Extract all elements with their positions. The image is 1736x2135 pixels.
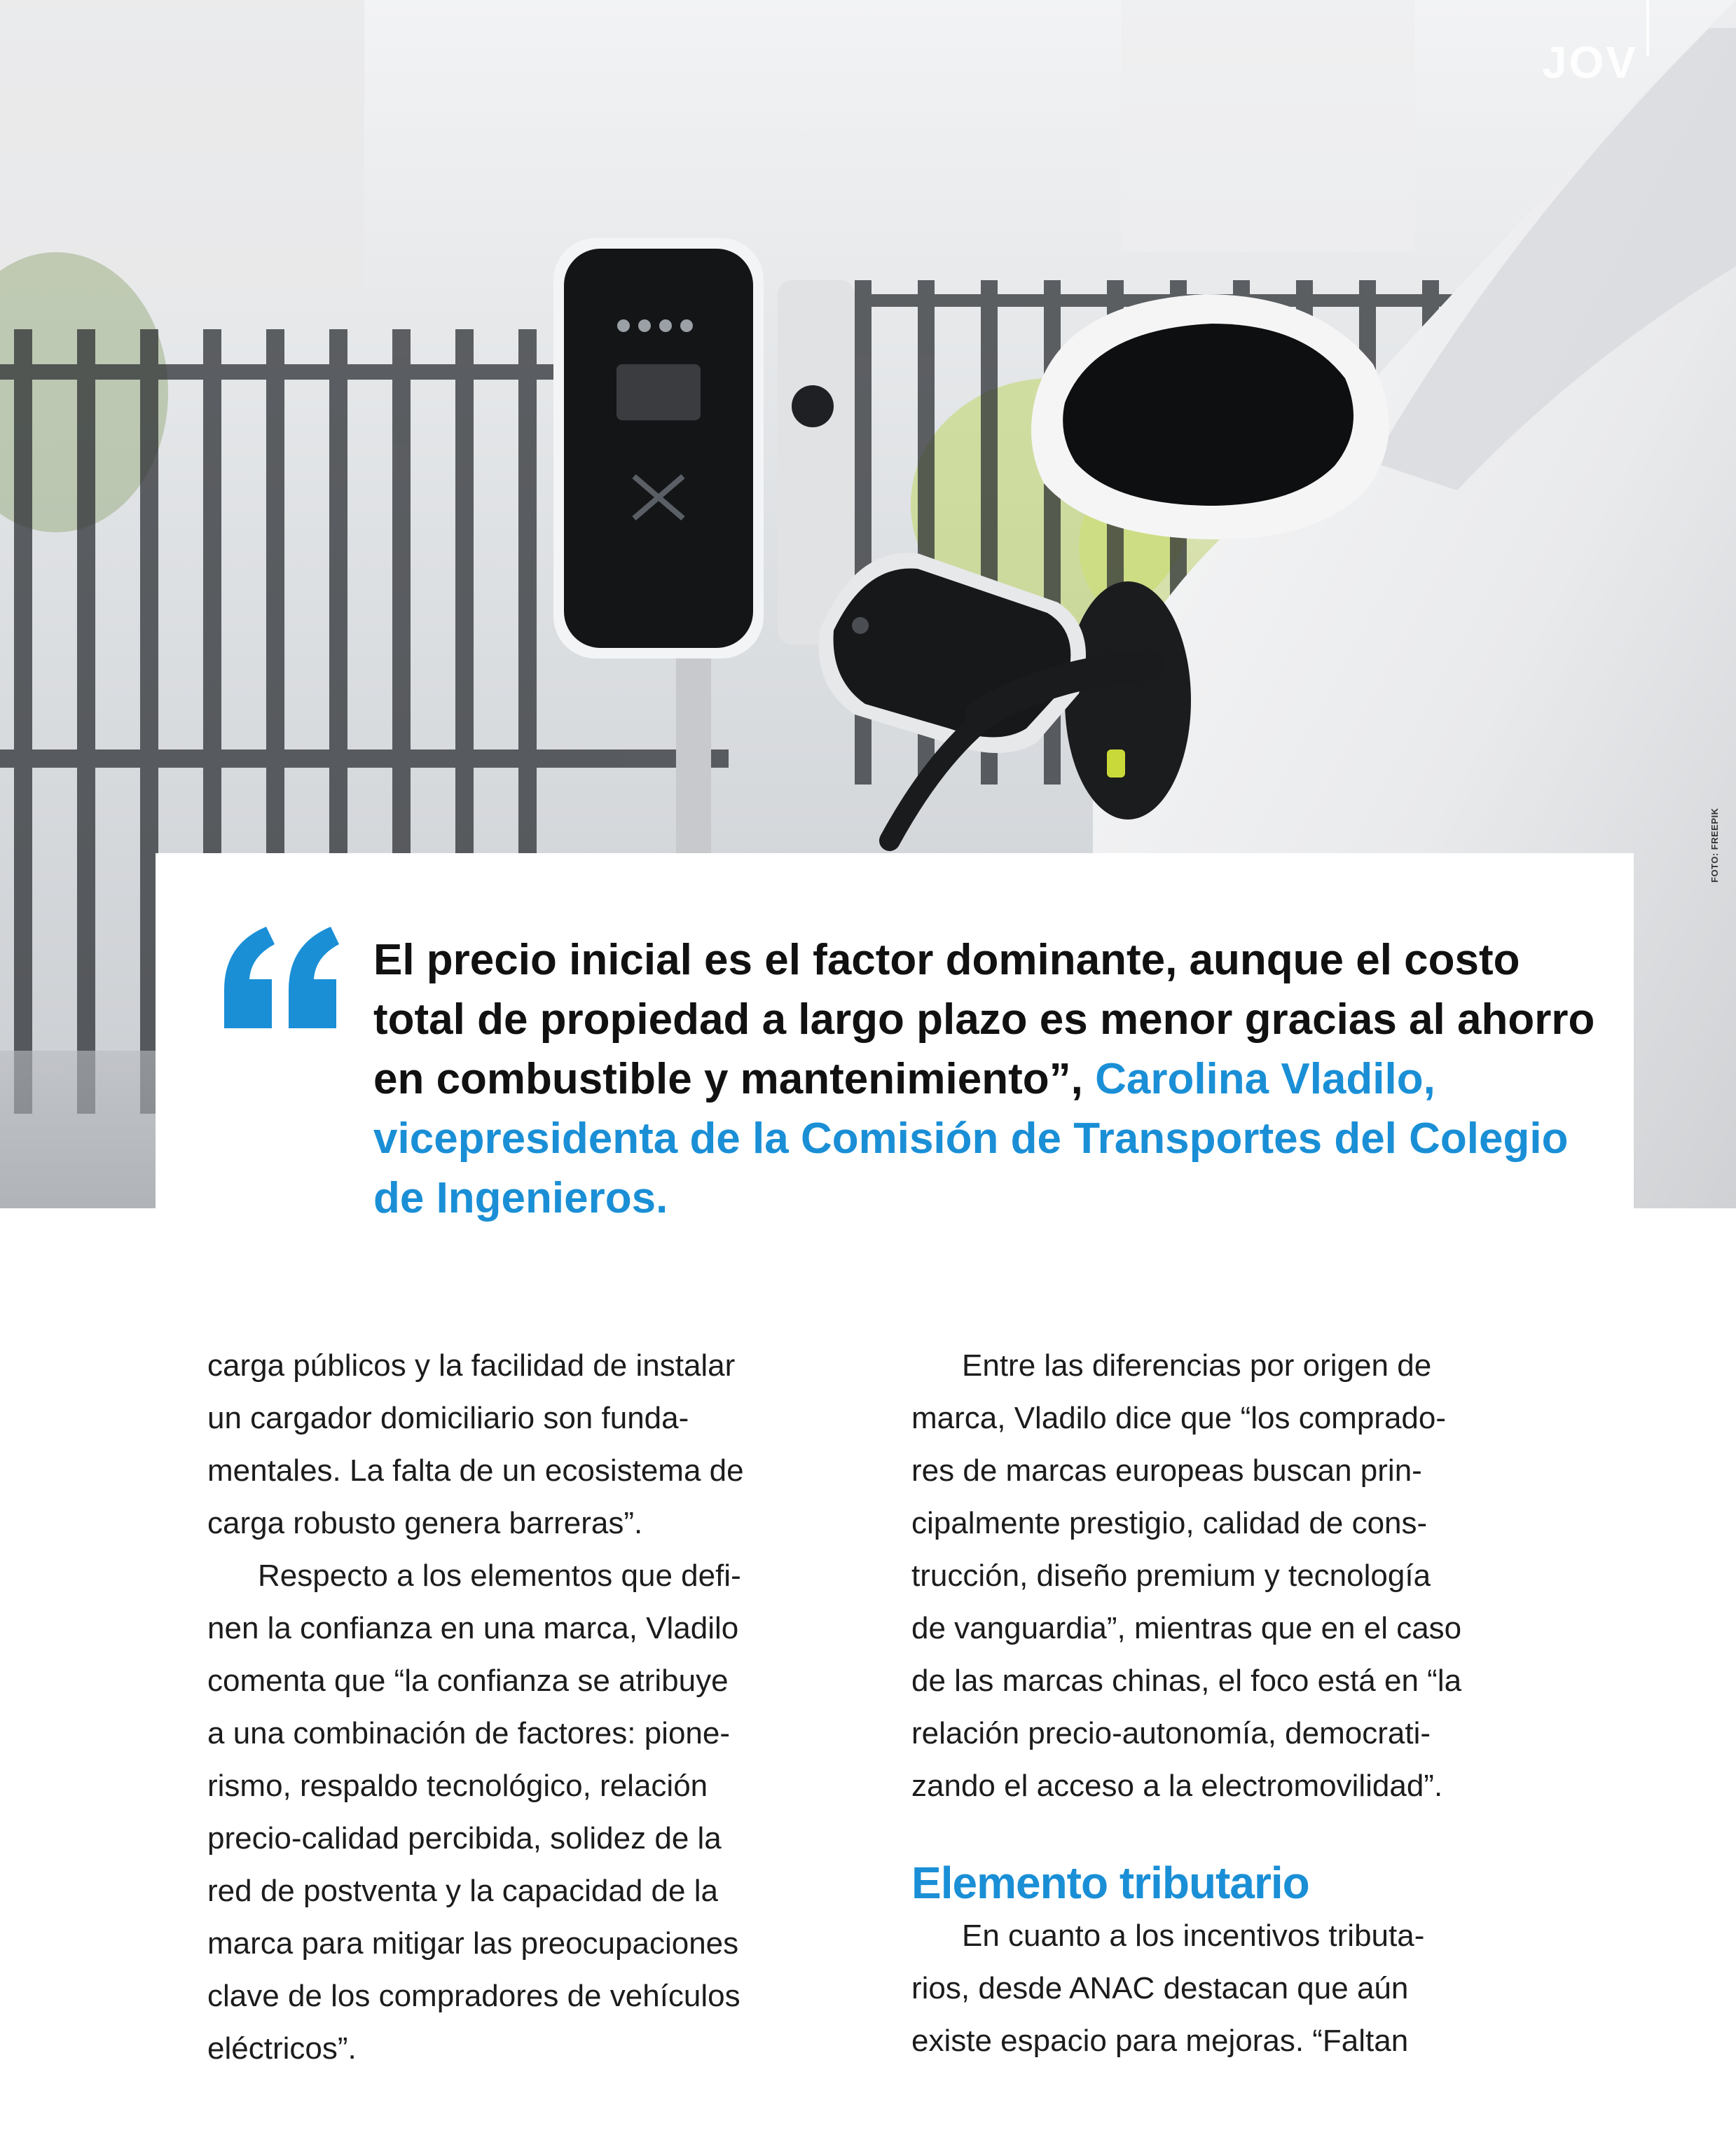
section-tag: JOV bbox=[1541, 37, 1638, 88]
paragraph: Respecto a los elementos que defi- nen la confianza en una marca, Vladilo comenta que “la confianza se atribuye a una combinación de factores: pione- rismo, respaldo tecnológico, relación precio-calidad percibida, solidez de la red de postventa y la capacidad de la marca para mitigar las preocupaciones clave de los compradores de vehículos eléctricos”. bbox=[207, 1559, 741, 2066]
pull-quote bbox=[373, 930, 1606, 1228]
paragraph: Entre las diferencias por origen de marca, Vladilo dice que “los comprado- res de marcas europeas buscan prin- cipalmente prestigio, calidad de cons- trucción, diseño premium y tecnología de vanguardia”, mientras que en el caso de las marcas chinas, el foco está en “la relación precio-autonomía, democrati- zando el acceso a la electromovilidad”. bbox=[911, 1348, 1462, 1803]
body-column-right bbox=[911, 1339, 1556, 2067]
paragraph: carga públicos y la facilidad de instalar un cargador domiciliario son funda- mentales. La falta de un ecosistema de carga robusto genera barreras”. bbox=[207, 1348, 744, 1540]
photo-credit: FOTO: FREEPIK bbox=[1709, 808, 1720, 883]
paragraph: En cuanto a los incentivos tributa- rios, desde ANAC destacan que aún existe espacio para mejoras. “Faltan bbox=[911, 1919, 1425, 2058]
quote-attribution: Carolina Vladilo, vicepresidenta de la Comisión de Transportes del Colegio de Ingenieros. bbox=[373, 1055, 1569, 1222]
body-column-left bbox=[207, 1339, 852, 2075]
open-quote-icon bbox=[217, 923, 343, 1039]
quote-body: El precio inicial es el factor dominante, aunque el costo total de propiedad a largo plazo es menor gracias al ahorro en combustible y mantenimiento”, bbox=[373, 936, 1595, 1103]
section-heading: Elemento tributario bbox=[911, 1858, 1309, 1908]
